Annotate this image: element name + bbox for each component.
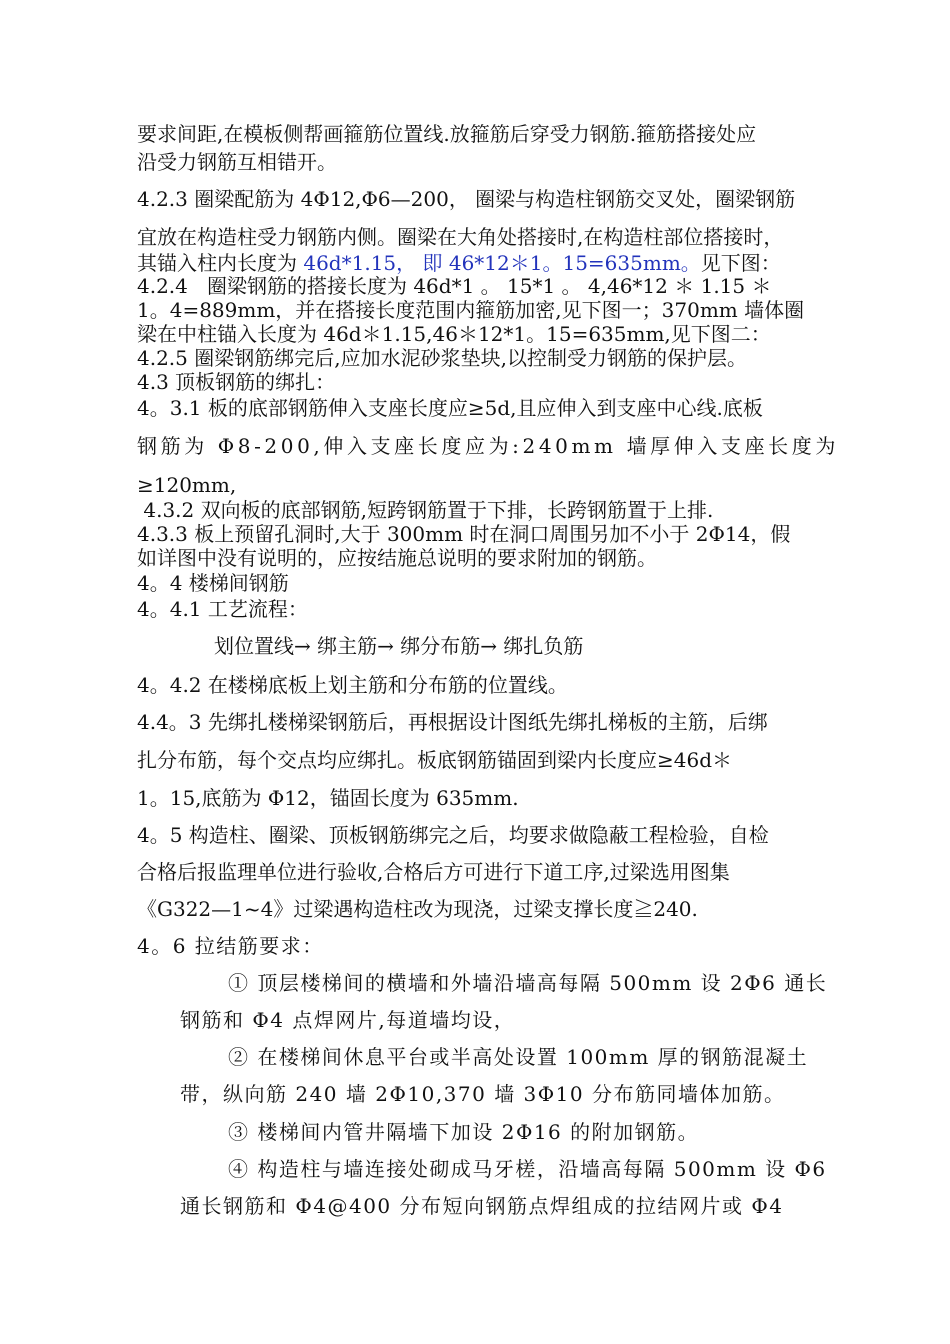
text-line: 4。4.2 在楼梯底板上划主筋和分布筋的位置线。 [137,673,568,697]
text-line: 合格后报监理单位进行验收,合格后方可进行下道工序,过梁选用图集 [137,860,730,884]
text-line: 沿受力钢筋互相错开。 [137,150,337,174]
text-line: 钢筋为 Φ8-200,伸入支座长度应为:240mm 墙厚伸入支座长度为 [137,434,839,458]
text-line: 要求间距,在模板侧帮画箍筋位置线.放箍筋后穿受力钢筋.箍筋搭接处应 [137,122,757,146]
text-segment: 其锚入柱内长度为 [137,251,304,275]
process-flow: 划位置线→ 绑主筋→ 绑分布筋→ 绑扎负筋 [214,634,584,658]
list-item: ③ 楼梯间内管井隔墙下加设 2Φ16 的附加钢筋。 [228,1120,700,1144]
list-item: ① 顶层楼梯间的横墙和外墙沿墙高每隔 500mm 设 2Φ6 通长 [228,971,828,995]
highlighted-formula: 46d*1.15， 即 46*12＊1。15=635mm。 [303,251,701,275]
text-line: 梁在中柱锚入长度为 46d＊1.15,46＊12*1。15=635mm,见下图二： [137,322,771,346]
section-heading: 4。4 楼梯间钢筋 [137,571,289,595]
text-line: 《G322—1~4》过梁遇构造柱改为现浇，过梁支撑长度≧240. [137,897,698,921]
text-line: 钢筋和 Φ4 点焊网片,每道墙均设， [180,1008,516,1032]
text-line: 扎分布筋，每个交点均应绑扎。板底钢筋锚固到梁内长度应≥46d＊ [137,748,733,772]
text-line: 如详图中没有说明的，应按结施总说明的要求附加的钢筋。 [137,546,657,570]
text-line: 4.4。3 先绑扎楼梯梁钢筋后，再根据设计图纸先绑扎梯板的主筋，后绑 [137,710,768,734]
text-line: ≥120mm, [137,473,237,497]
text-line: 宜放在构造柱受力钢筋内侧。圈梁在大角处搭接时,在构造柱部位搭接时， [137,225,784,249]
list-item: ② 在楼梯间休息平台或半高处设置 100mm 厚的钢筋混凝土 [228,1045,809,1069]
text-segment: 见下图： [700,251,781,275]
text-line: 4。5 构造柱、圈梁、顶板钢筋绑完之后，均要求做隐蔽工程检验，自检 [137,823,769,847]
text-line: 4。3.1 板的底部钢筋伸入支座长度应≥5d,且应伸入到支座中心线.底板 [137,396,763,420]
text-line: 4.2.3 圈梁配筋为 4Φ12,Φ6—200， 圈梁与构造柱钢筋交叉处，圈梁钢筋 [137,187,796,211]
list-item: ④ 构造柱与墙连接处砌成马牙槎，沿墙高每隔 500mm 设 Φ6 [228,1157,827,1181]
text-line: 带，纵向筋 240 墙 2Φ10,370 墙 3Φ10 分布筋同墙体加筋。 [180,1082,786,1106]
text-line: 通长钢筋和 Φ4@400 分布短向钢筋点焊组成的拉结网片或 Φ4 [180,1194,784,1218]
text-line: 4.2.5 圈梁钢筋绑完后,应加水泥砂浆垫块,以控制受力钢筋的保护层。 [137,346,747,370]
text-line [137,251,781,275]
text-line: 1。4=889mm，并在搭接长度范围内箍筋加密,见下图一；370mm 墙体圈 [137,298,805,322]
text-line: 4.3.2 双向板的底部钢筋,短跨钢筋置于下排，长跨钢筋置于上排. [137,498,714,522]
text-line: 4.2.4 圈梁钢筋的搭接长度为 46d*1 。 15*1 。 4,46*12 ＊ 1.15 ＊ [137,274,772,298]
text-line: 4。4.1 工艺流程： [137,597,308,621]
text-line: 4.3.3 板上预留孔洞时,大于 300mm 时在洞口周围另加不小于 2Φ14，假 [137,522,791,546]
text-line: 1。15,底筋为 Φ12，锚固长度为 635mm. [137,786,519,810]
section-heading: 4.3 顶板钢筋的绑扎： [137,370,336,394]
section-heading: 4。6 拉结筋要求： [137,934,324,958]
